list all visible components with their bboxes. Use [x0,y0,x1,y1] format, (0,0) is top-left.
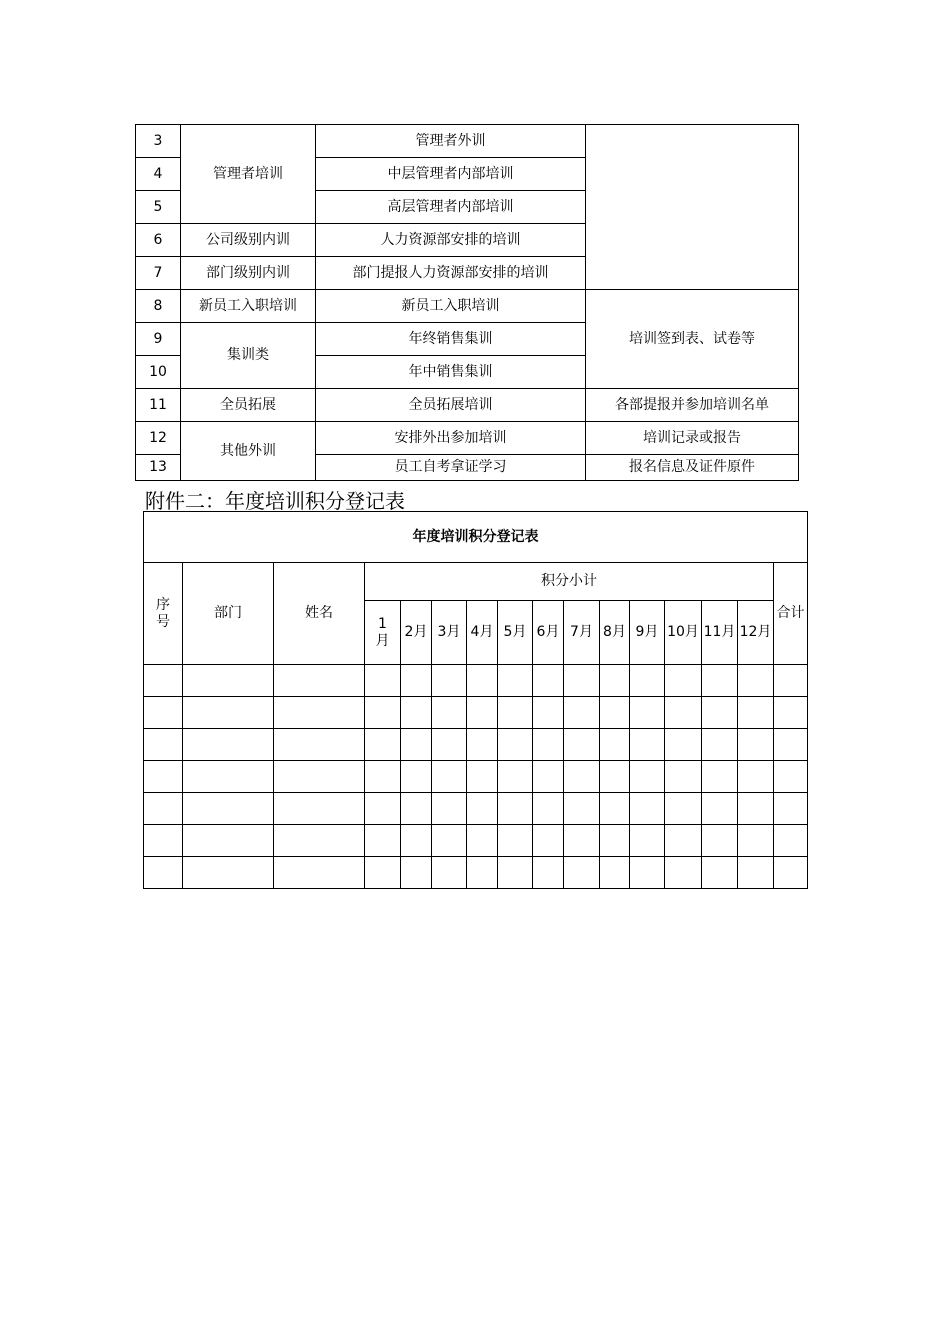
empty-cell[interactable] [401,857,432,889]
table-row [144,697,808,729]
empty-cell[interactable] [665,825,702,857]
training-item: 部门提报人力资源部安排的培训 [316,257,586,290]
empty-cell[interactable] [183,761,274,793]
empty-cell[interactable] [401,825,432,857]
month-header: 7月 [564,601,600,665]
training-item: 中层管理者内部培训 [316,158,586,191]
empty-cell[interactable] [630,665,665,697]
header-dept: 部门 [183,563,274,665]
month-header: 6月 [533,601,564,665]
category-cell: 新员工入职培训 [181,290,316,323]
empty-cell[interactable] [274,793,365,825]
empty-cell[interactable] [630,697,665,729]
empty-cell[interactable] [467,665,498,697]
empty-cell[interactable] [702,665,738,697]
row-number: 8 [136,290,181,323]
category-cell: 公司级别内训 [181,224,316,257]
empty-cell[interactable] [432,665,467,697]
empty-cell[interactable] [183,857,274,889]
empty-cell[interactable] [564,697,600,729]
empty-cell[interactable] [183,729,274,761]
month-header: 4月 [467,601,498,665]
row-number: 9 [136,323,181,356]
empty-cell[interactable] [365,665,401,697]
table-row [144,665,808,697]
empty-cell[interactable] [600,697,630,729]
empty-cell[interactable] [774,665,808,697]
attachment-caption: 附件二：年度培训积分登记表 [145,489,405,513]
empty-cell[interactable] [144,825,183,857]
empty-cell[interactable] [564,665,600,697]
empty-cell[interactable] [365,761,401,793]
empty-cell[interactable] [467,825,498,857]
empty-cell[interactable] [274,697,365,729]
empty-cell[interactable] [630,825,665,857]
empty-cell[interactable] [630,793,665,825]
empty-cell[interactable] [665,665,702,697]
month-header: 8月 [600,601,630,665]
empty-cell[interactable] [432,761,467,793]
empty-cell[interactable] [738,793,774,825]
empty-cell[interactable] [774,793,808,825]
record-cell: 培训签到表、试卷等 [586,290,799,389]
training-item: 安排外出参加培训 [316,422,586,455]
empty-cell[interactable] [630,857,665,889]
row-number: 5 [136,191,181,224]
empty-cell[interactable] [144,697,183,729]
month-header: 5月 [498,601,533,665]
empty-cell[interactable] [774,761,808,793]
empty-cell[interactable] [533,665,564,697]
training-item: 高层管理者内部培训 [316,191,586,224]
training-item: 管理者外训 [316,125,586,158]
month-header: 9月 [630,601,665,665]
header-seq: 序号 [144,563,183,665]
empty-cell[interactable] [600,665,630,697]
record-cell: 培训记录或报告 [586,422,799,455]
empty-cell[interactable] [564,793,600,825]
month-header: 11月 [702,601,738,665]
category-cell: 管理者培训 [181,125,316,224]
empty-cell[interactable] [498,761,533,793]
empty-cell[interactable] [498,793,533,825]
category-cell: 部门级别内训 [181,257,316,290]
empty-cell[interactable] [432,729,467,761]
empty-cell[interactable] [401,665,432,697]
empty-cell[interactable] [533,857,564,889]
empty-cell[interactable] [432,697,467,729]
row-number: 4 [136,158,181,191]
record-cell: 各部提报并参加培训名单 [586,389,799,422]
empty-cell[interactable] [401,697,432,729]
empty-cell[interactable] [738,729,774,761]
empty-cell[interactable] [144,793,183,825]
training-item: 年终销售集训 [316,323,586,356]
empty-cell[interactable] [533,761,564,793]
table-row [144,825,808,857]
empty-cell[interactable] [498,697,533,729]
empty-cell[interactable] [533,825,564,857]
training-item: 年中销售集训 [316,356,586,389]
record-cell-empty [586,125,799,290]
empty-cell[interactable] [600,857,630,889]
empty-cell[interactable] [467,857,498,889]
empty-cell[interactable] [702,857,738,889]
empty-cell[interactable] [533,793,564,825]
category-cell: 集训类 [181,323,316,389]
empty-cell[interactable] [401,761,432,793]
header-subtotal: 积分小计 [365,563,774,601]
empty-cell[interactable] [274,857,365,889]
empty-cell[interactable] [432,825,467,857]
training-item: 新员工入职培训 [316,290,586,323]
empty-cell[interactable] [738,825,774,857]
empty-cell[interactable] [665,729,702,761]
empty-cell[interactable] [365,697,401,729]
empty-cell[interactable] [738,697,774,729]
empty-cell[interactable] [274,729,365,761]
empty-cell[interactable] [630,761,665,793]
month-header: 1月 [365,601,401,665]
empty-cell[interactable] [183,665,274,697]
category-cell: 其他外训 [181,422,316,481]
table-row [144,729,808,761]
empty-cell[interactable] [600,825,630,857]
month-header: 3月 [432,601,467,665]
row-number: 13 [136,455,181,481]
row-number: 6 [136,224,181,257]
empty-cell[interactable] [774,697,808,729]
table-row [144,761,808,793]
row-number: 7 [136,257,181,290]
table-row [144,857,808,889]
empty-cell[interactable] [774,825,808,857]
empty-cell[interactable] [600,793,630,825]
empty-cell[interactable] [467,761,498,793]
empty-cell[interactable] [144,761,183,793]
empty-cell[interactable] [432,793,467,825]
empty-cell[interactable] [564,825,600,857]
record-cell: 报名信息及证件原件 [586,455,799,481]
empty-cell[interactable] [144,665,183,697]
row-number: 10 [136,356,181,389]
empty-cell[interactable] [665,761,702,793]
annual-points-table [143,511,808,889]
empty-cell[interactable] [144,857,183,889]
empty-cell[interactable] [365,729,401,761]
empty-cell[interactable] [274,761,365,793]
empty-cell[interactable] [665,697,702,729]
empty-cell[interactable] [365,857,401,889]
empty-cell[interactable] [498,857,533,889]
empty-cell[interactable] [564,761,600,793]
month-header: 12月 [738,601,774,665]
empty-cell[interactable] [702,729,738,761]
row-number: 3 [136,125,181,158]
training-item: 人力资源部安排的培训 [316,224,586,257]
empty-cell[interactable] [144,729,183,761]
empty-cell[interactable] [365,793,401,825]
row-number: 11 [136,389,181,422]
empty-cell[interactable] [600,729,630,761]
empty-cell[interactable] [564,729,600,761]
empty-cell[interactable] [774,857,808,889]
empty-cell[interactable] [432,857,467,889]
empty-cell[interactable] [702,825,738,857]
empty-cell[interactable] [774,729,808,761]
empty-cell[interactable] [183,793,274,825]
empty-cell[interactable] [600,761,630,793]
empty-cell[interactable] [665,857,702,889]
empty-cell[interactable] [533,729,564,761]
empty-cell[interactable] [665,793,702,825]
empty-cell[interactable] [401,793,432,825]
category-cell: 全员拓展 [181,389,316,422]
empty-cell[interactable] [183,825,274,857]
empty-cell[interactable] [498,665,533,697]
table-row [144,793,808,825]
empty-cell[interactable] [498,825,533,857]
empty-cell[interactable] [498,729,533,761]
empty-cell[interactable] [630,729,665,761]
month-header: 10月 [665,601,702,665]
empty-cell[interactable] [467,793,498,825]
empty-cell[interactable] [738,665,774,697]
empty-cell[interactable] [533,697,564,729]
training-item: 员工自考拿证学习 [316,455,586,481]
empty-cell[interactable] [702,761,738,793]
table-title: 年度培训积分登记表 [144,512,808,563]
empty-cell[interactable] [738,761,774,793]
empty-cell[interactable] [738,857,774,889]
training-item: 全员拓展培训 [316,389,586,422]
empty-cell[interactable] [702,697,738,729]
empty-cell[interactable] [702,793,738,825]
empty-cell[interactable] [274,825,365,857]
header-name: 姓名 [274,563,365,665]
empty-cell[interactable] [365,825,401,857]
row-number: 12 [136,422,181,455]
empty-cell[interactable] [274,665,365,697]
empty-cell[interactable] [467,729,498,761]
empty-cell[interactable] [401,729,432,761]
empty-cell[interactable] [183,697,274,729]
month-header: 2月 [401,601,432,665]
empty-cell[interactable] [564,857,600,889]
training-category-table [135,124,799,481]
empty-cell[interactable] [467,697,498,729]
header-total: 合计 [774,563,808,665]
